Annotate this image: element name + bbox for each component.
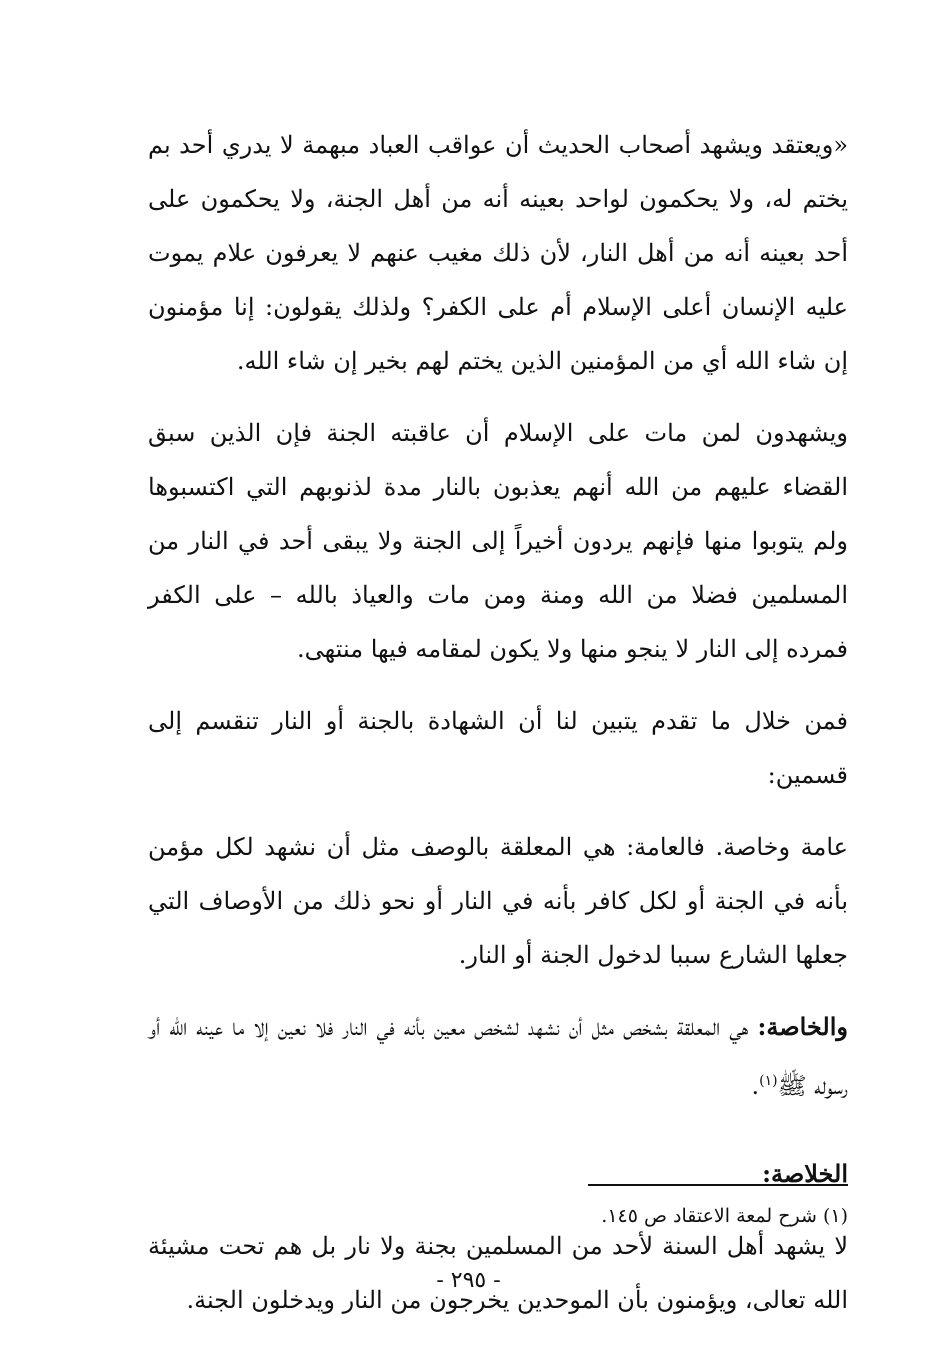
paragraph-1: «ويعتقد ويشهد أصحاب الحديث أن عواقب العباد مبهمة لا يدري أحد بم يختم له، ولا يحكمون لواحد بعينه أنه من أهل الجنة، ولا يحكمون على أحد بعينه أنه من أهل النار، لأن ذلك مغيب عنهم لا يعرفون علام يموت عليه الإنسان أعلى الإسلام أم على الكفر؟ ولذلك يقولون: إنا مؤمنون إن شاء الله أي من المؤمنين الذين يختم لهم بخير إن شاء الله. [148,131,848,375]
page-body [148,118,848,1345]
paragraph-2: ويشهدون لمن مات على الإسلام أن عاقبته الجنة فإن الذين سبق القضاء عليهم من الله أنهم يعذبون بالنار مدة لذنوبهم التي اكتسبوها ولم يتوبوا منها فإنهم يردون أخيراً إلى الجنة ولا يبقى أحد في النار من المسلمين فضلا من الله ومنة ومن مات والعياذ بالله – على الكفر فمرده إلى النار لا ينجو منها ولا يكون لمقامه فيها منتهى. [148,419,848,663]
paragraph-5-lead: والخاصة: [757,1012,848,1041]
summary-text: لا يشهد أهل السنة لأحد من المسلمين بجنة ولا نار بل هم تحت مشيئة الله تعالى، ويؤمنون بأن الموحدين يخرجون من النار ويدخلون الجنة. [148,1232,849,1314]
paragraph-5 [148,1000,848,1113]
page-number: - ٢٩٥ - [436,1268,501,1293]
paragraph-5-end: . [751,1072,760,1100]
footnote-reference[interactable]: (١) [759,1073,778,1089]
summary-heading: الخلاصة: [762,1159,848,1188]
footnote: (١) شرح لمعة الاعتقاد ص ١٤٥. [601,1205,848,1227]
paragraph-4: عامة وخاصة. فالعامة: هي المعلقة بالوصف مثل أن نشهد لكل مؤمن بأنه في الجنة أو لكل كافر بأنه في النار أو نحو ذلك من الأوصاف التي جعلها الشارع سببا لدخول الجنة أو النار. [148,833,848,969]
paragraph-5-text: هي المعلقة بشخص مثل أن نشهد لشخص معين بأنه في النار فلا نعين إلا ما عينه الله أو رسوله ﷺ [148,1013,848,1100]
paragraph-3: فمن خلال ما تقدم يتبين لنا أن الشهادة بالجنة أو النار تنقسم إلى قسمين: [148,707,848,789]
footnote-divider [588,1184,848,1186]
